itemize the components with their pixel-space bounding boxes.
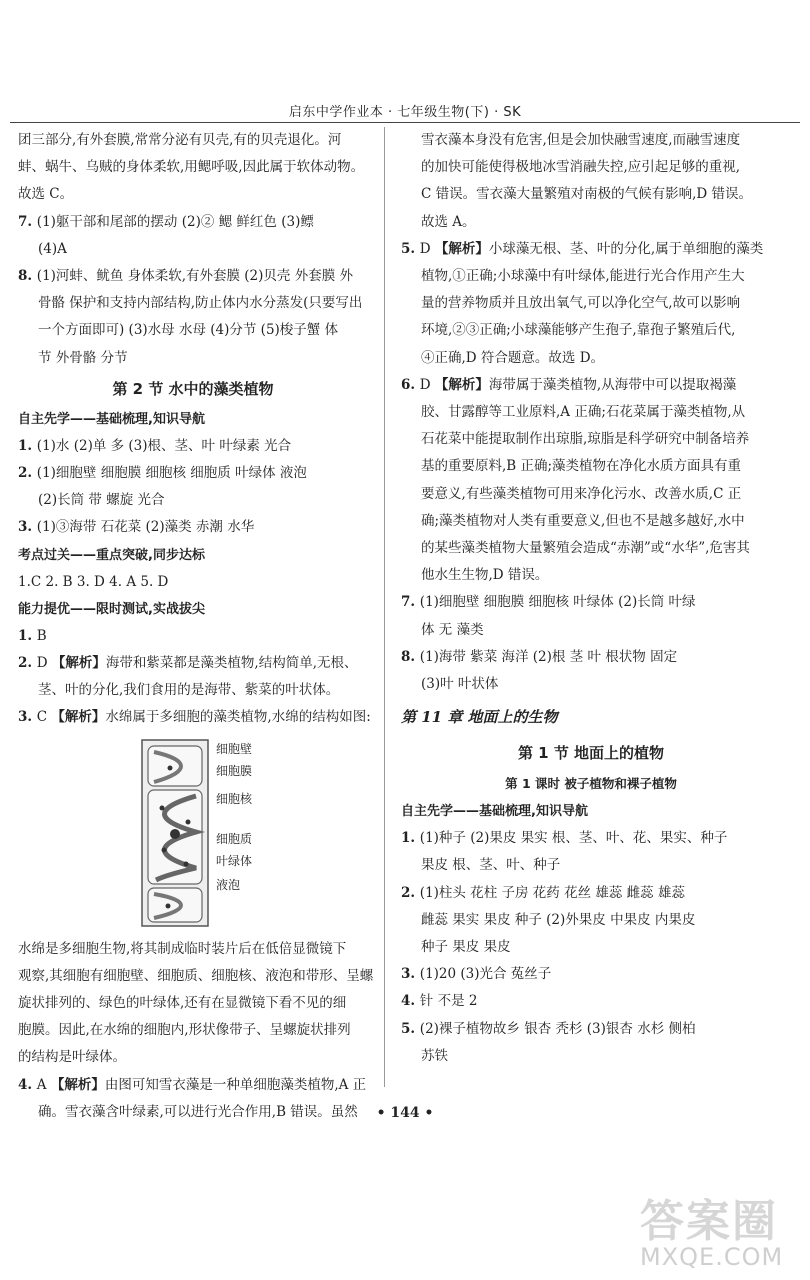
spirogyra-diagram — [140, 738, 210, 928]
analysis-tag: 【解析】 — [51, 655, 106, 672]
subsection-heading: 自主先学——基础梳理,知识导航 — [18, 411, 205, 427]
answer-text: 胶、甘露醇等工业原料,A 正确;石花菜属于藻类植物,从 — [421, 404, 746, 421]
right-column — [401, 127, 781, 1070]
analysis-tag: 【解析】 — [434, 240, 489, 257]
answer-text: (1)细胞壁 细胞膜 细胞核 细胞质 叶绿体 液泡 — [36, 465, 307, 482]
answer-text: (1)③海带 石花菜 (2)藻类 赤潮 水华 — [36, 519, 255, 536]
answer-text: 要意义,有些藻类植物可用来净化污水、改善水质,C 正 — [421, 485, 742, 502]
figure-label: 细胞壁 — [216, 741, 253, 756]
chapter-heading: 第 11 章 地面上的生物 — [401, 708, 558, 727]
answer-text: 种子 果皮 果皮 — [421, 939, 511, 956]
question-number: 7. — [18, 213, 37, 230]
text-line — [18, 1044, 368, 1071]
answer-text: 针 不是 2 — [419, 993, 478, 1010]
answer-item — [401, 988, 781, 1015]
left-column — [18, 127, 374, 1126]
answer-text: D — [36, 655, 52, 672]
question-number: 3. — [401, 966, 420, 983]
answer-text: (1)细胞壁 细胞膜 细胞核 叶绿体 (2)长筒 叶绿 — [419, 594, 696, 611]
question-number: 8. — [401, 648, 420, 665]
text-line — [401, 345, 781, 372]
running-header: 启东中学作业本 · 七年级生物(下) · SK — [288, 105, 522, 120]
answer-text: 的结构是叶绿体。 — [18, 1049, 126, 1066]
text-line — [18, 345, 368, 372]
question-number: 1. — [18, 627, 37, 644]
answer-text: (3)叶 叶状体 — [421, 676, 499, 693]
lesson-heading: 第 1 课时 被子植物和裸子植物 — [505, 776, 677, 792]
figure-label: 细胞质 — [216, 831, 253, 846]
text-line — [18, 1017, 368, 1044]
answer-text: (1)河蚌、鱿鱼 身体柔软,有外套膜 (2)贝壳 外套膜 外 — [36, 268, 353, 285]
text-line — [18, 936, 368, 963]
answer-text: 环境,②③正确;小球藻能够产生孢子,靠孢子繁殖后代, — [421, 322, 736, 339]
question-number: 4. — [18, 1076, 37, 1093]
answer-text: 的某些藻类植物大量繁殖会造成“赤潮”或“水华”,危害其 — [421, 540, 750, 557]
answer-text: 海带属于藻类植物,从海带中可以提取褐藻 — [488, 376, 737, 393]
text-line — [401, 453, 781, 480]
answer-text: 小球藻无根、茎、叶的分化,属于单细胞的藻类 — [488, 240, 764, 257]
answer-text: 植物,①正确;小球藻中有叶绿体,能进行光合作用产生大 — [421, 268, 745, 285]
answer-text: (1)20 (3)光合 菟丝子 — [419, 966, 552, 983]
answer-text: 果皮 根、茎、叶、种子 — [421, 857, 561, 874]
answer-text: 量的营养物质并且放出氧气,可以净化空气,故可以影响 — [421, 295, 741, 312]
answer-text: 一个方面即可) (3)水母 水母 (4)分节 (5)梭子蟹 体 — [38, 322, 339, 339]
answer-item — [18, 704, 371, 731]
header-rule — [10, 122, 800, 123]
question-number: 2. — [18, 465, 37, 482]
answer-text: A — [36, 1076, 51, 1093]
text-line — [18, 963, 374, 990]
text-line — [401, 617, 781, 644]
answer-text: 由图可知雪衣藻是一种单细胞藻类植物,A 正 — [104, 1076, 367, 1093]
text-line — [401, 317, 781, 344]
subsection-heading: 自主先学——基础梳理,知识导航 — [401, 804, 588, 820]
answer-item — [401, 644, 781, 671]
text-line — [18, 317, 368, 344]
watermark — [640, 1185, 800, 1271]
answer-item — [401, 372, 781, 399]
answer-text: 观察,其细胞有细胞壁、细胞质、细胞核、液泡和带形、呈螺 — [18, 967, 374, 984]
subsection-heading: 能力提优——限时测试,实战拔尖 — [18, 601, 205, 617]
answer-text: B — [36, 627, 47, 644]
text-line — [401, 1043, 781, 1070]
answer-item — [18, 433, 368, 460]
text-line — [18, 181, 368, 208]
answer-text: 石花菜中能提取制作出琼脂,琼脂是科学研究中制备培养 — [421, 431, 750, 448]
text-line — [401, 562, 781, 589]
text-line — [401, 508, 781, 535]
answer-text: 1.C 2. B 3. D 4. A 5. D — [18, 573, 169, 590]
text-line — [401, 127, 781, 154]
subsection-heading: 考点过关——重点突破,同步达标 — [18, 547, 205, 563]
answer-text: 故选 A。 — [421, 213, 476, 230]
text-line — [401, 290, 781, 317]
answer-item — [18, 460, 368, 487]
text-line — [18, 236, 368, 263]
answer-text: 确;藻类植物对人类有重要意义,但也不是越多越好,水中 — [421, 512, 745, 529]
analysis-tag: 【解析】 — [50, 1076, 105, 1093]
section-heading: 第 1 节 地面上的植物 — [517, 744, 665, 763]
answer-text: 旋状排列的、绿色的叶绿体,还有在显微镜下看不见的细 — [18, 995, 347, 1012]
figure-label: 细胞膜 — [216, 763, 253, 778]
answer-text: 团三部分,有外套膜,常常分泌有贝壳,有的贝壳退化。河 — [18, 132, 342, 148]
answer-text: 他水生生物,D 错误。 — [421, 567, 549, 584]
answer-text: 故选 C。 — [18, 186, 74, 203]
answer-item — [401, 961, 781, 988]
answer-item — [401, 880, 781, 907]
text-line — [401, 852, 781, 879]
text-line — [401, 209, 781, 236]
text-line — [18, 569, 368, 596]
answer-item — [401, 236, 781, 263]
answer-text: C 错误。雪衣藻大量繁殖对南极的气候有影响,D 错误。 — [421, 186, 753, 203]
question-number: 3. — [18, 519, 37, 536]
answer-text: (1)水 (2)单 多 (3)根、茎、叶 叶绿素 光合 — [36, 437, 292, 454]
answer-item — [18, 1072, 368, 1099]
figure-label: 细胞核 — [216, 791, 253, 806]
answer-text: D — [419, 240, 435, 257]
answer-text: C — [36, 709, 52, 726]
answer-text: 茎、叶的分化,我们食用的是海带、紫菜的叶状体。 — [38, 682, 340, 699]
answer-item — [401, 1016, 781, 1043]
question-number: 2. — [401, 884, 420, 901]
answer-item — [401, 825, 781, 852]
text-line — [18, 127, 368, 154]
question-number: 4. — [401, 993, 420, 1010]
answer-text: (1)躯干部和尾部的摆动 (2)② 鳃 鲜红色 (3)鳔 — [36, 213, 314, 230]
answer-text: (2)裸子植物故乡 银杏 秃杉 (3)银杏 水杉 侧柏 — [419, 1020, 696, 1037]
answer-text: 体 无 藻类 — [421, 621, 484, 638]
answer-text: (1)种子 (2)果皮 果实 根、茎、叶、花、果实、种子 — [419, 830, 728, 847]
answer-item — [18, 514, 368, 541]
text-line — [401, 154, 781, 181]
text-line — [401, 907, 781, 934]
answer-item — [401, 589, 781, 616]
answer-text: 节 外骨骼 分节 — [38, 349, 128, 366]
question-number: 5. — [401, 1020, 420, 1037]
answer-text: 的加快可能使得极地冰雪消融失控,应引起足够的重视, — [421, 159, 741, 176]
question-number: 2. — [18, 655, 37, 672]
text-line — [18, 154, 368, 181]
answer-text: (1)海带 紫菜 海洋 (2)根 茎 叶 根状物 固定 — [419, 648, 678, 665]
text-line — [18, 290, 368, 317]
text-line — [401, 181, 781, 208]
section-heading: 第 2 节 水中的藻类植物 — [112, 379, 274, 398]
page-number: • 144 • — [376, 1105, 434, 1121]
answer-text: 确。雪衣藻含叶绿素,可以进行光合作用,B 错误。虽然 — [38, 1103, 358, 1120]
answer-text: 基的重要原料,B 正确;藻类植物在净化水质方面具有重 — [421, 458, 742, 475]
question-number: 1. — [401, 830, 420, 847]
text-line — [18, 990, 368, 1017]
answer-text: 苏铁 — [421, 1047, 448, 1064]
answer-item — [18, 623, 368, 650]
answer-text: 海带和紫菜都是藻类植物,结构简单,无根、 — [105, 655, 358, 672]
text-line — [401, 263, 781, 290]
answer-text: 骨骼 保护和支持内部结构,防止体内水分蒸发(只要写出 — [38, 295, 363, 312]
watermark-logo: 答案圈 — [640, 1196, 778, 1247]
text-line — [18, 487, 368, 514]
answer-item — [18, 650, 368, 677]
text-line — [401, 399, 781, 426]
text-line — [401, 671, 781, 698]
text-line — [401, 481, 781, 508]
answer-text: D — [419, 376, 435, 393]
answer-text: 雪衣藻本身没有危害,但是会加快融雪速度,而融雪速度 — [421, 132, 741, 148]
answer-text: (2)长筒 带 螺旋 光合 — [38, 492, 165, 509]
question-number: 5. — [401, 240, 420, 257]
spirogyra-figure — [18, 738, 368, 928]
question-number: 8. — [18, 268, 37, 285]
answer-text: 水绵属于多细胞的藻类植物,水绵的结构如图: — [105, 709, 371, 726]
answer-text: 胞膜。因此,在水绵的细胞内,形状像带子、呈螺旋状排列 — [18, 1022, 351, 1039]
text-line — [401, 535, 781, 562]
watermark-url: MXQE.COM — [640, 1243, 784, 1271]
question-number: 3. — [18, 709, 37, 726]
text-line — [401, 426, 781, 453]
answer-text: 水绵是多细胞生物,将其制成临时装片后在低倍显微镜下 — [18, 940, 347, 957]
answer-item — [18, 209, 368, 236]
text-line — [401, 934, 781, 961]
answer-text: (1)柱头 花柱 子房 花药 花丝 雄蕊 雌蕊 雄蕊 — [419, 884, 685, 901]
question-number: 6. — [401, 376, 420, 393]
question-number: 7. — [401, 594, 420, 611]
answer-text: 雌蕊 果实 果皮 种子 (2)外果皮 中果皮 内果皮 — [421, 911, 696, 928]
question-number: 1. — [18, 437, 37, 454]
answer-text: (4)A — [38, 240, 67, 257]
column-divider — [384, 127, 385, 1087]
answer-text: ④正确,D 符合题意。故选 D。 — [421, 349, 605, 366]
analysis-tag: 【解析】 — [51, 709, 106, 726]
answer-text: 蚌、蜗牛、乌贼的身体柔软,用鳃呼吸,因此属于软体动物。 — [18, 159, 365, 176]
figure-label: 叶绿体 — [216, 853, 253, 868]
answer-item — [18, 263, 368, 290]
figure-label: 液泡 — [216, 877, 241, 892]
text-line — [18, 677, 368, 704]
analysis-tag: 【解析】 — [434, 376, 489, 393]
